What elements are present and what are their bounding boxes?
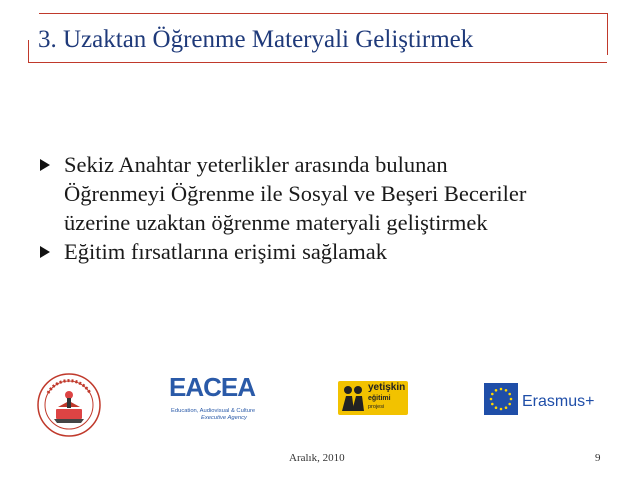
page-number: 9 <box>595 452 601 464</box>
bullet-line: üzerine uzaktan öğrenme materyali geliştirmek <box>64 210 488 235</box>
decor-line-bottom <box>28 62 607 63</box>
decor-line-left <box>28 40 29 62</box>
bullet-arrow-icon <box>40 159 50 171</box>
title-text: Uzaktan Öğrenme Materyali Geliştirmek <box>63 26 474 53</box>
yetiskin-word-3: projesi <box>368 404 385 410</box>
decor-line-top <box>39 13 607 14</box>
title-number: 3. <box>38 26 57 53</box>
bullet-item <box>38 150 608 237</box>
erasmus-label: Erasmus+ <box>522 393 595 410</box>
eu-flag-icon <box>484 383 518 415</box>
bullet-arrow-icon <box>40 246 50 258</box>
footer-date: Aralık, 2010 <box>289 452 345 464</box>
eacea-logo <box>167 372 257 428</box>
bullet-line: Öğrenmeyi Öğrenme ile Sosyal ve Beşeri Beceriler <box>64 181 527 206</box>
meb-emblem-icon <box>34 371 104 439</box>
yetiskin-egitimi-logo <box>338 381 408 415</box>
bullet-item <box>38 237 608 266</box>
eacea-line-2: Executive Agency <box>201 415 247 421</box>
slide-title <box>38 26 473 54</box>
yetiskin-word-1: yetişkin <box>368 382 406 393</box>
decor-line-right <box>607 13 608 55</box>
yetiskin-word-2: eğitimi <box>368 395 391 402</box>
bullet-line: Sekiz Anahtar yeterlikler arasında bulunan <box>64 152 448 177</box>
eacea-mark: EACEA <box>169 372 256 402</box>
erasmus-plus-logo <box>484 383 604 417</box>
bullet-line: Eğitim fırsatlarına erişimi sağlamak <box>64 239 388 264</box>
eacea-line-1: Education, Audiovisual & Culture <box>171 408 256 414</box>
bullet-list <box>38 150 608 266</box>
